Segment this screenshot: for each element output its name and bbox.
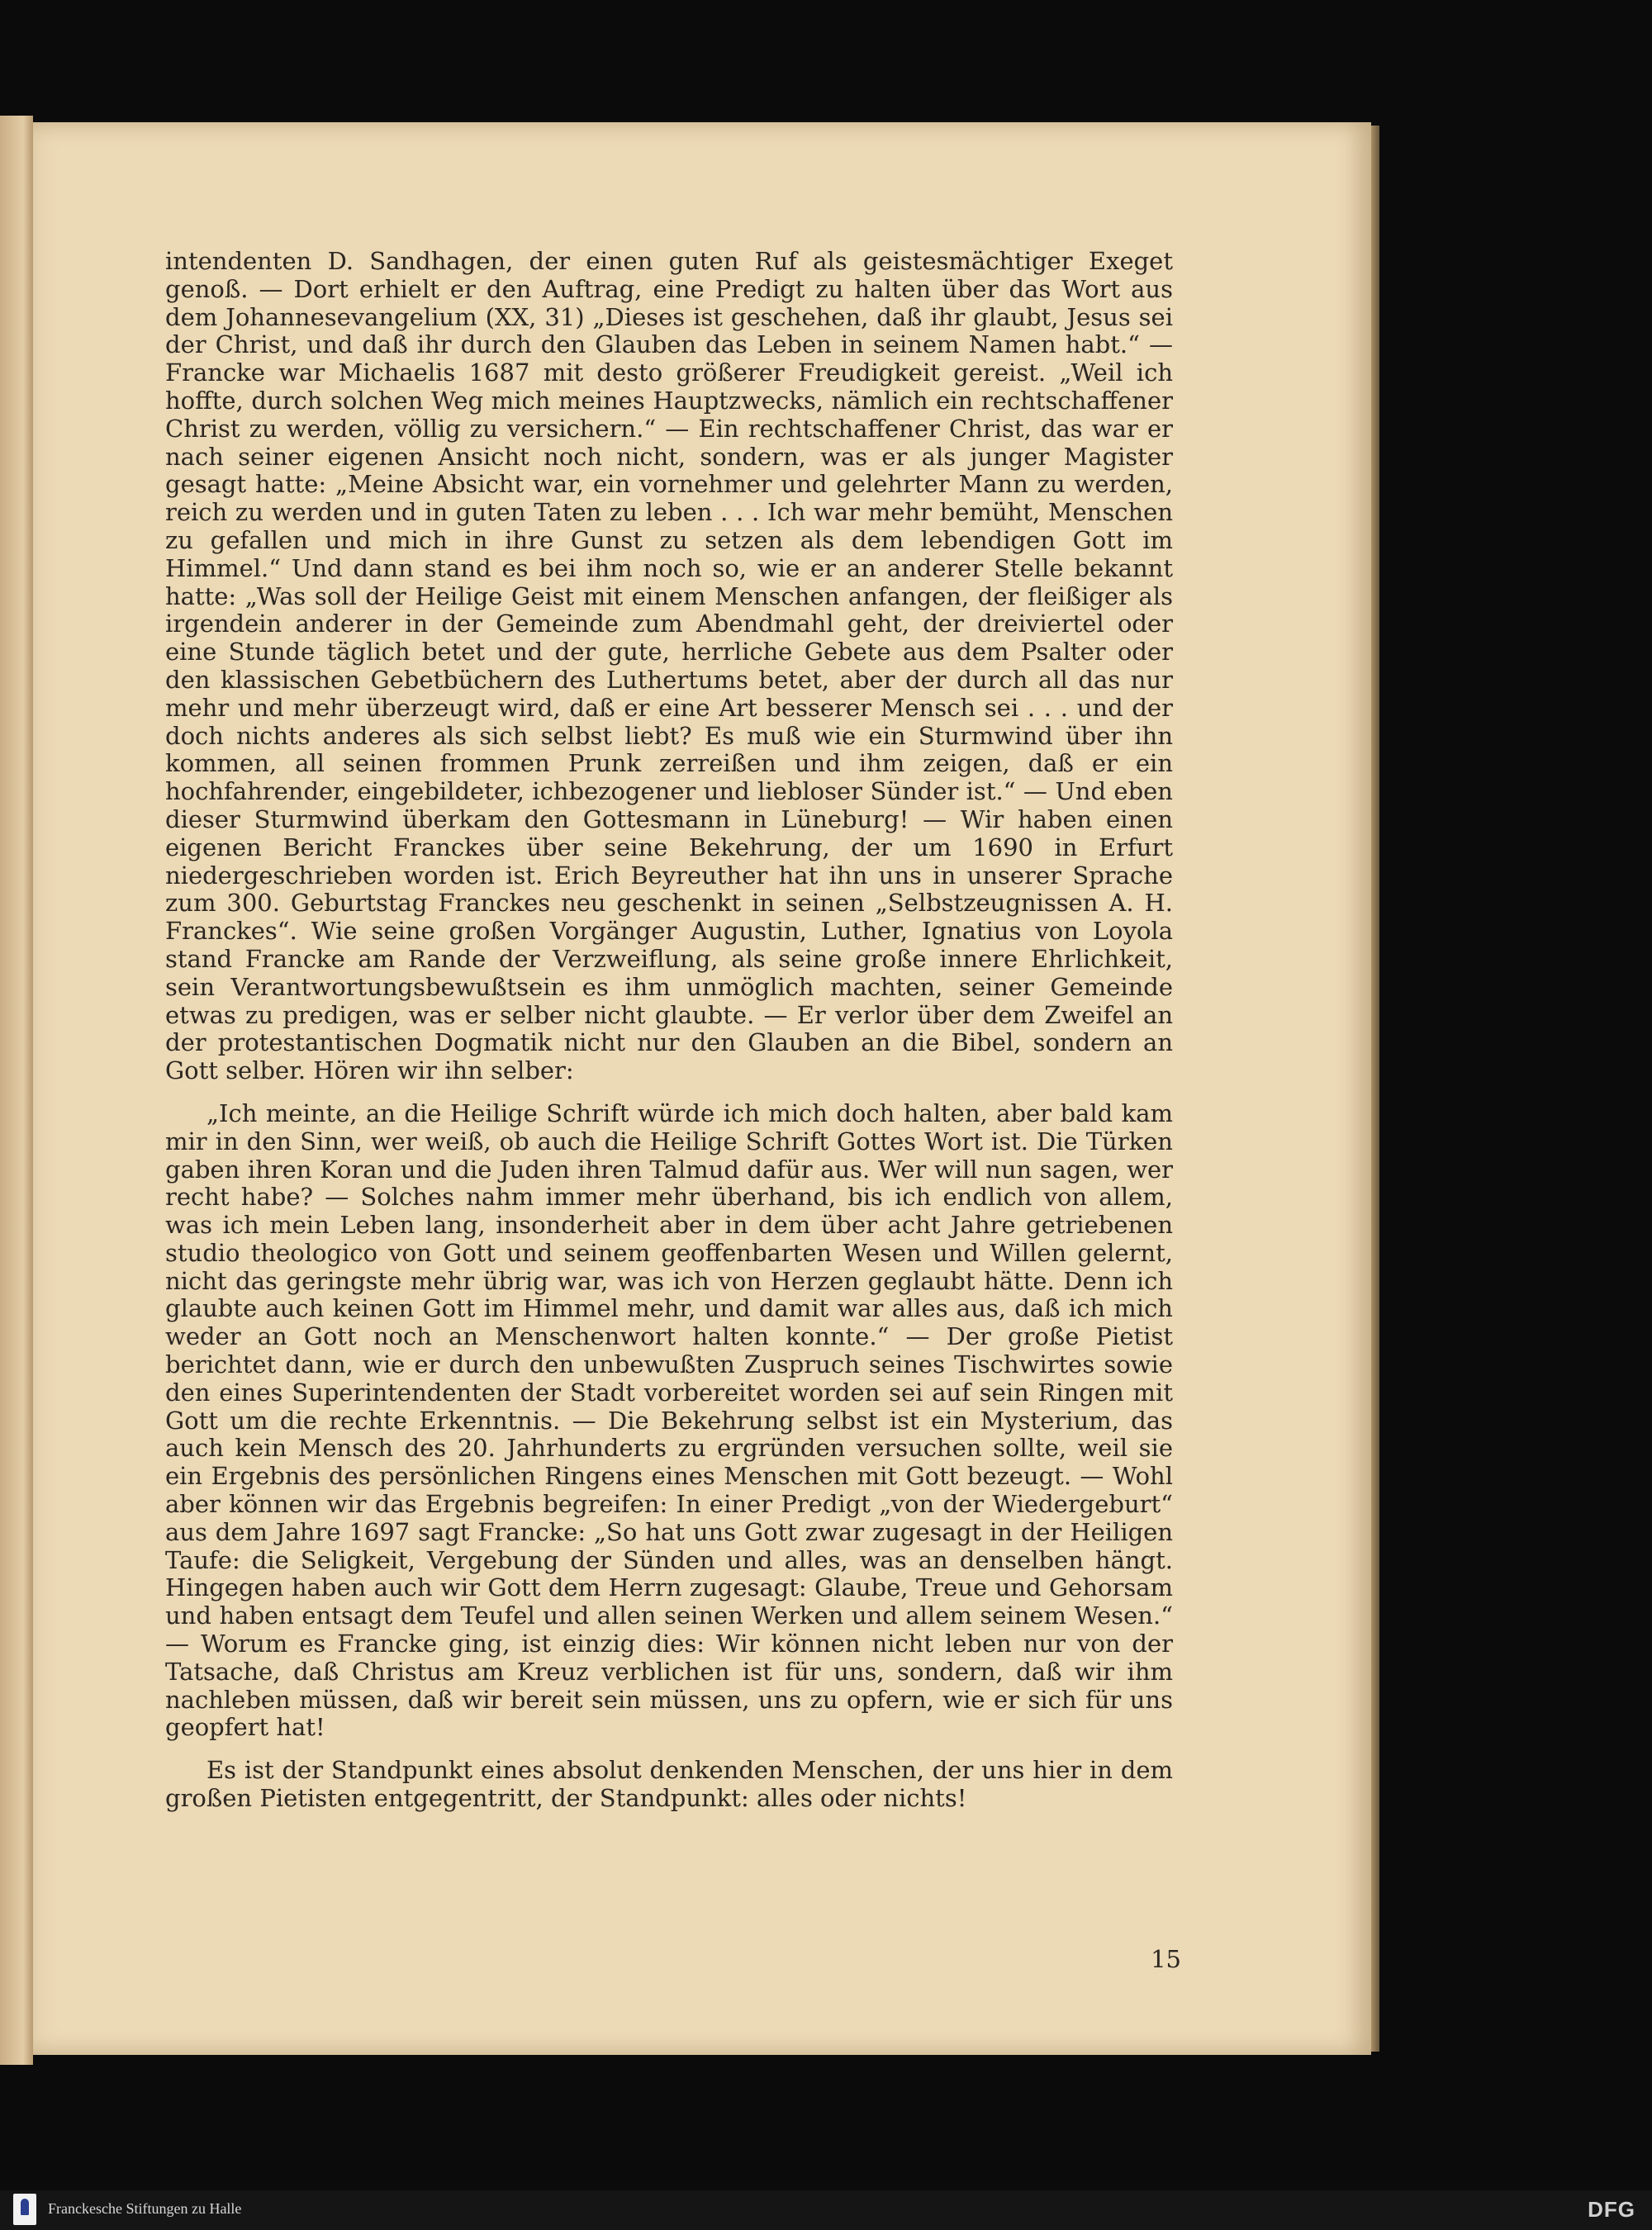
facing-page-edge [0,116,33,2065]
dfg-logo[interactable]: DFG [1588,2197,1635,2222]
paragraph-3: Es ist der Standpunkt eines absolut denkenden Menschen, der uns hier in dem großen Pietisten entgegentritt, der Standpunkt: alles oder nichts! [165,1756,1173,1813]
paragraph-1: intendenten D. Sandhagen, der einen guten Ruf als geistesmächtiger Exeget genoß. — Dort erhielt er den Auftrag, eine Predigt zu halten über das Wort aus dem Johannesevangelium (XX, 31) „Dieses ist geschehen, daß ihr glaubt, Jesus sei der Christ, und daß ihr durch den Glauben das Leben in seinem Namen habt.“ — Francke war Michaelis 1687 mit desto größerer Freudigkeit gereist. „Weil ich hoffte, durch solchen Weg mich meines Hauptzwecks, nämlich ein rechtschaffener Christ zu werden, völlig zu versichern.“ — Ein rechtschaffener Christ, das war er nach seiner eigenen Ansicht noch nicht, sondern, was er als junger Magister gesagt hatte: „Meine Absicht war, ein vornehmer und gelehrter Mann zu werden, reich zu werden und in guten Taten zu leben . . . Ich war mehr bemüht, Menschen zu gefallen und mich in ihre Gunst zu setzen als dem lebendigen Gott im Himmel.“ Und dann stand es bei ihm noch so, wie er an anderer Stelle bekannt hatte: „Was soll der Heilige Geist mit einem Menschen anfangen, der fleißiger als irgendein anderer in der Gemeinde zum Abendmahl geht, der dreiviertel oder eine Stunde täglich betet und der gute, herrliche Gebete aus dem Psalter oder den klassischen Gebetbüchern des Luthertums betet, aber der durch all das nur mehr und mehr überzeugt wird, daß er eine Art besserer Mensch sei . . . und der doch nichts anderes als sich selbst liebt? Es muß wie ein Sturmwind über ihn kommen, all seinen frommen Prunk zerreißen und ihm zeigen, daß er ein hochfahrender, eingebildeter, ichbezogener und liebloser Sünder ist.“ — Und eben dieser Sturmwind überkam den Gottesmann in Lüneburg! — Wir haben einen eigenen Bericht Franckes über seine Bekehrung, der um 1690 in Erfurt niedergeschrieben worden ist. Erich Beyreuther hat ihn uns in unserer Sprache zum 300. Geburtstag Franckes neu geschenkt in seinen „Selbstzeugnissen A. H. Franckes“. Wie seine großen Vorgänger Augustin, Luther, Ignatius von Loyola stand Francke am Rande der Verzweiflung, als seine große innere Ehrlichkeit, sein Verantwortungsbewußtsein es ihm unmöglich machten, seiner Gemeinde etwas zu predigen, was er selber nicht glaubte. — Er verlor über dem Zweifel an der protestantischen Dogmatik nicht nur den Glauben an die Bibel, sondern an Gott selber. Hören wir ihn selber: [165,247,1173,1085]
francke-foundation-logo-icon[interactable] [13,2194,36,2225]
institution-link[interactable]: Franckesche Stiftungen zu Halle [48,2200,242,2217]
page-edge-shadow [1371,126,1379,2052]
paragraph-2: „Ich meinte, an die Heilige Schrift würde ich mich doch halten, aber bald kam mir in den Sinn, wer weiß, ob auch die Heilige Schrift Gottes Wort ist. Die Türken gaben ihren Koran und die Juden ihren Talmud dafür aus. Wer will nun sagen, wer recht habe? — Solches nahm immer mehr überhand, bis ich endlich von allem, was ich mein Leben lang, insonderheit aber in dem über acht Jahre getriebenen studio theologico von Gott und seinem geoffenbarten Wesen und Willen gelernt, nicht das geringste mehr übrig war, was ich von Herzen geglaubt hätte. Denn ich glaubte auch keinen Gott im Himmel mehr, und damit war alles aus, daß ich mich weder an Gott noch an Menschenwort halten konnte.“ — Der große Pietist berichtet dann, wie er durch den unbewußten Zuspruch seines Tischwirtes sowie den eines Superintendenten der Stadt vorbereitet worden sei auf sein Ringen mit Gott um die rechte Erkenntnis. — Die Bekehrung selbst ist ein Mysterium, das auch kein Mensch des 20. Jahrhunderts zu ergründen versuchen sollte, weil sie ein Ergebnis des persönlichen Ringens eines Menschen mit Gott bezeugt. — Wohl aber können wir das Ergebnis begreifen: In einer Predigt „von der Wiedergeburt“ aus dem Jahre 1697 sagt Francke: „So hat uns Gott zwar zugesagt in der Heiligen Taufe: die Seligkeit, Vergebung der Sünden und alles, was an denselben hängt. Hingegen haben auch wir Gott dem Herrn zugesagt: Glaube, Treue und Gehorsam und haben entsagt dem Teufel und allen seinen Werken und allem seinem Wesen.“ — Worum es Francke ging, ist einzig dies: Wir können nicht leben nur von der Tatsache, daß Christus am Kreuz verblichen ist für uns, sondern, daß wir ihm nachleben müssen, daß wir bereit sein müssen, uns zu opfern, wie er sich für uns geopfert hat! [165,1098,1173,1742]
viewer-footer [0,2190,1652,2230]
page-number: 15 [1151,1945,1181,1973]
body-text [165,248,1173,1813]
